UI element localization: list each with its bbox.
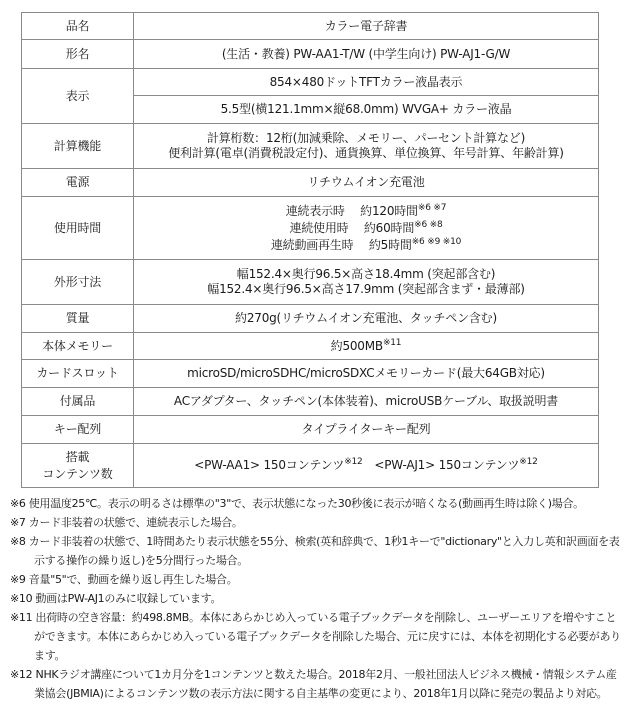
footnote-ref: ※6 ※8 [414, 219, 443, 230]
row-value [134, 260, 599, 305]
row-label [22, 444, 134, 488]
footnote: ※10 動画はPW-AJ1のみに収録しています。 [10, 592, 222, 605]
table-row [22, 444, 599, 488]
label-line: コンテンツ数 [42, 466, 113, 481]
row-value [134, 333, 599, 360]
table-row [22, 169, 599, 197]
row-value: 5.5型(横121.1mm×縦68.0mm) WVGA+ カラー液晶 [134, 96, 599, 124]
line-text: 連続動画再生時 約5時間 [270, 237, 412, 252]
row-value: (生活・教養) PW-AA1-T/W (中学生向け) PW-AJ1-G/W [134, 40, 599, 69]
row-label: 計算機能 [22, 124, 134, 169]
row-label: 品名 [22, 13, 134, 40]
footnote: ※9 音量"5"で、動画を繰り返し再生した場合。 [10, 573, 238, 586]
row-label: 本体メモリー [22, 333, 134, 360]
table-row [22, 69, 599, 96]
footnote-ref: ※6 ※7 [417, 202, 447, 213]
table-row [22, 40, 599, 69]
value-line [138, 237, 594, 254]
row-value: 約270g(リチウムイオン充電池、タッチペン含む) [134, 305, 599, 333]
row-value: カラー電子辞書 [134, 13, 599, 40]
footnote-ref: ※11 [382, 337, 402, 348]
table-row [22, 416, 599, 444]
table-row [22, 333, 599, 360]
value-line: 幅152.4×奥行96.5×高さ18.4mm (突起部含む) [236, 267, 496, 281]
footnote: ※7 カード非装着の状態で、連続表示した場合。 [10, 516, 243, 529]
footnote-ref: ※6 ※9 ※10 [411, 236, 462, 247]
row-label: 電源 [22, 169, 134, 197]
table-row [22, 388, 599, 416]
table-row [22, 124, 599, 169]
value-line: 幅152.4×奥行96.5×高さ17.9mm (突起部含まず・最薄部) [207, 282, 525, 296]
table-row [22, 305, 599, 333]
row-label: 付属品 [22, 388, 134, 416]
line-text: 連続使用時 約60時間 [289, 220, 415, 235]
footnote-ref: ※12 [344, 457, 363, 467]
row-value [134, 124, 599, 169]
footnote: ※6 使用温度25℃。表示の明るさは標準の"3"で、表示状態になった30秒後に表示が暗くなる(動画再生時は除く)場合。 [10, 497, 584, 510]
row-value [134, 197, 599, 260]
label-line: 搭載 [65, 449, 90, 464]
value-line [138, 203, 594, 220]
line-text: 連続表示時 約120時間 [285, 203, 418, 218]
value-text: 約500MB [330, 338, 383, 353]
row-label: 外形寸法 [22, 260, 134, 305]
value-text: <PW-AJ1> 150コンテンツ [362, 458, 520, 472]
row-label: 質量 [22, 305, 134, 333]
row-value: microSD/microSDHC/microSDXCメモリーカード(最大64GB対応) [134, 360, 599, 388]
row-value: 854×480ドットTFTカラー液晶表示 [134, 69, 599, 96]
table-row [22, 260, 599, 305]
footnote-ref: ※12 [519, 457, 538, 467]
footnotes [10, 494, 622, 703]
footnote: ※11 出荷時の空き容量：約498.8MB。本体にあらかじめ入っている電子ブックデータを削除し、ユーザーエリアを増やすことができます。本体にあらかじめ入っている電子ブックデータを削除した場合、元に戻すには、本体を初期化する必要があります。 [10, 611, 621, 662]
footnote: ※12 NHKラジオ講座について1カ月分を1コンテンツと数えた場合。2018年2月、一般社団法人ビジネス機械・情報システム産業協会(JBMIA)によるコンテンツ数の表示方法に関する自主基準の変更により、2018年1月以降に発売の製品より対応。 [10, 668, 617, 700]
table-row [22, 360, 599, 388]
value-text: <PW-AA1> 150コンテンツ [194, 458, 345, 472]
row-label: 表示 [22, 69, 134, 124]
row-value: ACアダプター、タッチペン(本体装着)、microUSBケーブル、取扱説明書 [134, 388, 599, 416]
row-label: 使用時間 [22, 197, 134, 260]
row-value: リチウムイオン充電池 [134, 169, 599, 197]
row-label: キー配列 [22, 416, 134, 444]
row-value [134, 444, 599, 488]
table-row [22, 197, 599, 260]
row-label: 形名 [22, 40, 134, 69]
table-row [22, 13, 599, 40]
value-line [138, 220, 594, 237]
row-value: タイプライターキー配列 [134, 416, 599, 444]
value-line: 便利計算(電卓(消費税設定付)、通貨換算、単位換算、年号計算、年齢計算) [168, 146, 564, 160]
footnote: ※8 カード非装着の状態で、1時間あたり表示状態を55分、検索(英和辞典で、1秒1キーで"dictionary"と入力し英和訳画面を表示する操作の繰り返し)を5分間行った場合。 [10, 535, 620, 567]
value-line: 計算桁数：12桁(加減乗除、メモリー、パーセント計算など) [206, 131, 526, 145]
row-label: カードスロット [22, 360, 134, 388]
spec-table [21, 12, 599, 488]
